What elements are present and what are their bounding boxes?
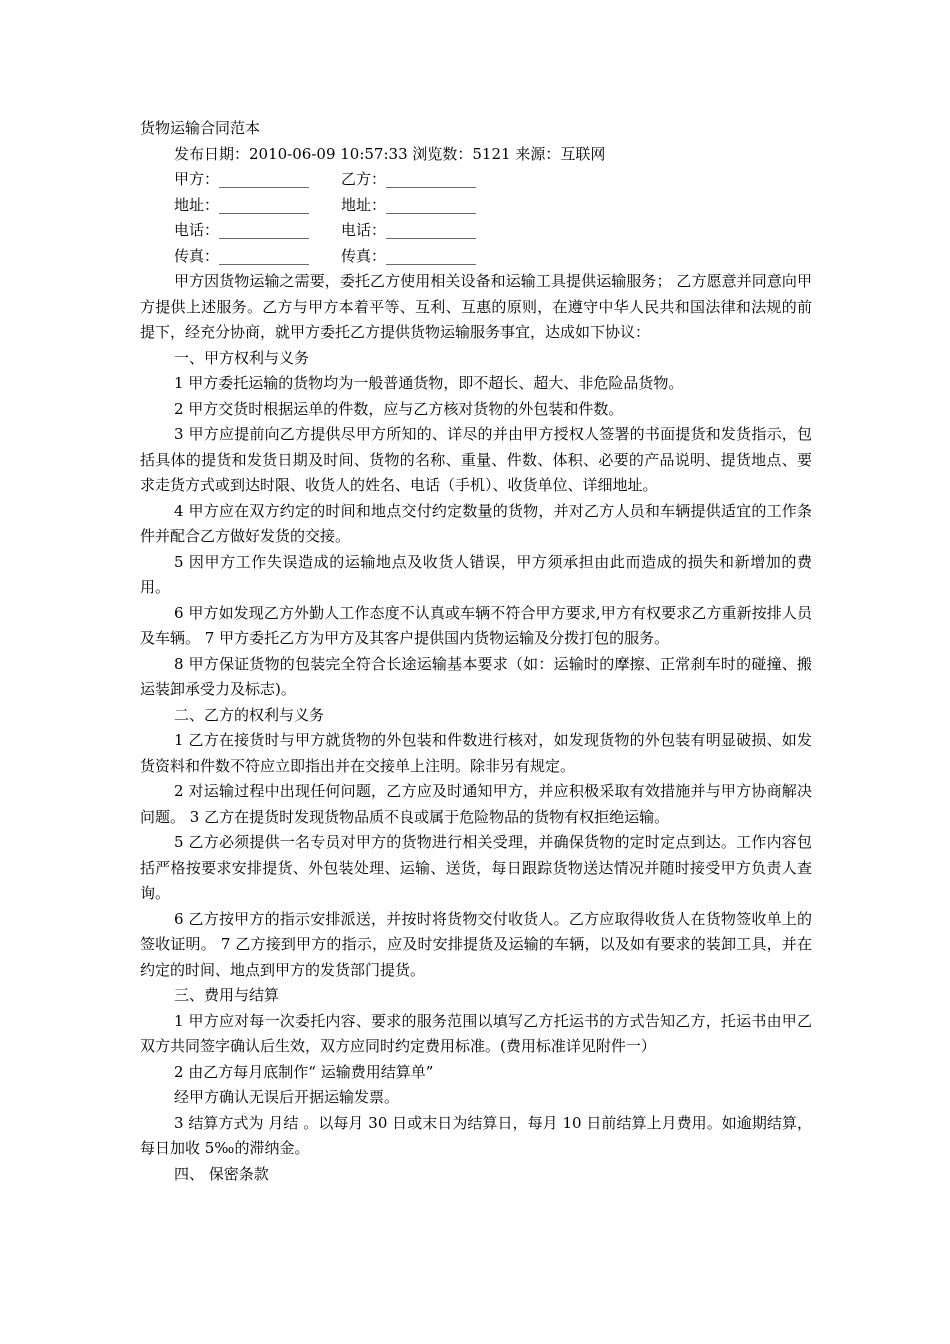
section-heading: 二、乙方的权利与义务 (174, 705, 325, 724)
party-b-address-field: 地址：____________ (341, 195, 477, 214)
party-a-address-field: 地址：____________ (174, 195, 310, 214)
section-heading: 三、费用与结算 (174, 986, 280, 1004)
clause-paragraph: 1 甲方应对每一次委托内容、要求的服务范围以填写乙方托运书的方式告知乙方，托运书由甲乙双方共同签字确认后生效，双方应同时约定费用标准。(费用标准详见附件一） (140, 1011, 812, 1055)
clause-paragraph: 5 乙方必须提供一名专员对甲方的货物进行相关受理，并确保货物的定时定点到达。工作内容包括严格按要求安排提货、外包装处理、运输、送货，每日跟踪货物送达情况并随时接受甲方负责人查询。 (140, 833, 812, 902)
clause-paragraph: 3 结算方式为 月结 。以每月 30 日或末日为结算日，每月 10 日前结算上月费用。如逾期结算，每日加收 5‰的滞纳金。 (140, 1113, 812, 1157)
party-a-name-field: 甲方：____________ (174, 170, 310, 188)
party-b-phone-field: 电话：____________ (341, 221, 477, 239)
document-body (140, 116, 812, 1187)
section-heading: 四、 保密条款 (174, 1164, 269, 1183)
preamble-paragraph: 甲方因货物运输之需要，委托乙方使用相关设备和运输工具提供运输服务； 乙方愿意并同意向甲方提供上述服务。乙方与甲方本着平等、互利、互惠的原则，在遵守中华人民共和国法律和法规的前提下，经充分协商，就甲方委托乙方提供货物运输服务事宜，达成如下协议： (140, 272, 812, 341)
clause-paragraph: 1 乙方在接货时与甲方就货物的外包装和件数进行核对，如发现货物的外包装有明显破损、如发货资料和件数不符应立即指出并在交接单上注明。除非另有规定。 (140, 731, 812, 775)
clause-paragraph: 经甲方确认无误后开据运输发票。 (174, 1088, 400, 1106)
document-title: 货物运输合同范本 (140, 119, 261, 137)
clause-paragraph: 1 甲方委托运输的货物均为一般普通货物，即不超长、超大、非危险品货物。 (174, 374, 684, 392)
party-a-fax-field: 传真：____________ (174, 246, 310, 265)
clause-paragraph: 2 甲方交货时根据运单的件数，应与乙方核对货物的外包装和件数。 (174, 399, 624, 418)
clause-paragraph: 2 对运输过程中出现任何问题，乙方应及时通知甲方，并应积极采取有效措施并与甲方协商解决问题。 3 乙方在提货时发现货物品质不良或属于危险物品的货物有权拒绝运输。 (140, 782, 812, 826)
section-heading: 一、甲方权利与义务 (174, 348, 310, 367)
party-b-fax-field: 传真：____________ (341, 246, 477, 265)
party-a-phone-field: 电话：____________ (174, 221, 310, 239)
clause-paragraph: 6 甲方如发现乙方外勤人工作态度不认真或车辆不符合甲方要求,甲方有权要求乙方重新按排人员及车辆。 7 甲方委托乙方为甲方及其客户提供国内货物运输及分拨打包的服务。 (140, 603, 812, 647)
clause-paragraph: 6 乙方按甲方的指示安排派送，并按时将货物交付收货人。乙方应取得收货人在货物签收单上的签收证明。 7 乙方接到甲方的指示，应及时安排提货及运输的车辆，以及如有要求的装卸工具，并在约定的时间、地点到甲方的发货部门提货。 (140, 909, 812, 979)
clause-paragraph: 8 甲方保证货物的包装完全符合长途运输基本要求（如：运输时的摩擦、正常刹车时的碰撞、搬运装卸承受力及标志)。 (140, 654, 812, 698)
party-b-name-field: 乙方：____________ (341, 170, 477, 188)
party-info-block (140, 167, 812, 269)
publish-meta: 发布日期：2010-06-09 10:57:33 浏览数：5121 来源：互联网 (174, 144, 606, 163)
clause-paragraph: 3 甲方应提前向乙方提供尽甲方所知的、详尽的并由甲方授权人签署的书面提货和发货指示，包括具体的提货和发货日期及时间、货物的名称、重量、件数、体积、必要的产品说明、提货地点、要求走货方式或到达时限、收货人的姓名、电话（手机）、收货单位、详细地址。 (140, 425, 812, 494)
clause-paragraph: 5 因甲方工作失误造成的运输地点及收货人错误，甲方须承担由此而造成的损失和新增加的费用。 (140, 552, 812, 596)
clause-paragraph: 2 由乙方每月底制作“ 运输费用结算单” (174, 1062, 434, 1081)
clause-paragraph: 4 甲方应在双方约定的时间和地点交付约定数量的货物，并对乙方人员和车辆提供适宜的工作条件并配合乙方做好发货的交接。 (140, 501, 812, 545)
